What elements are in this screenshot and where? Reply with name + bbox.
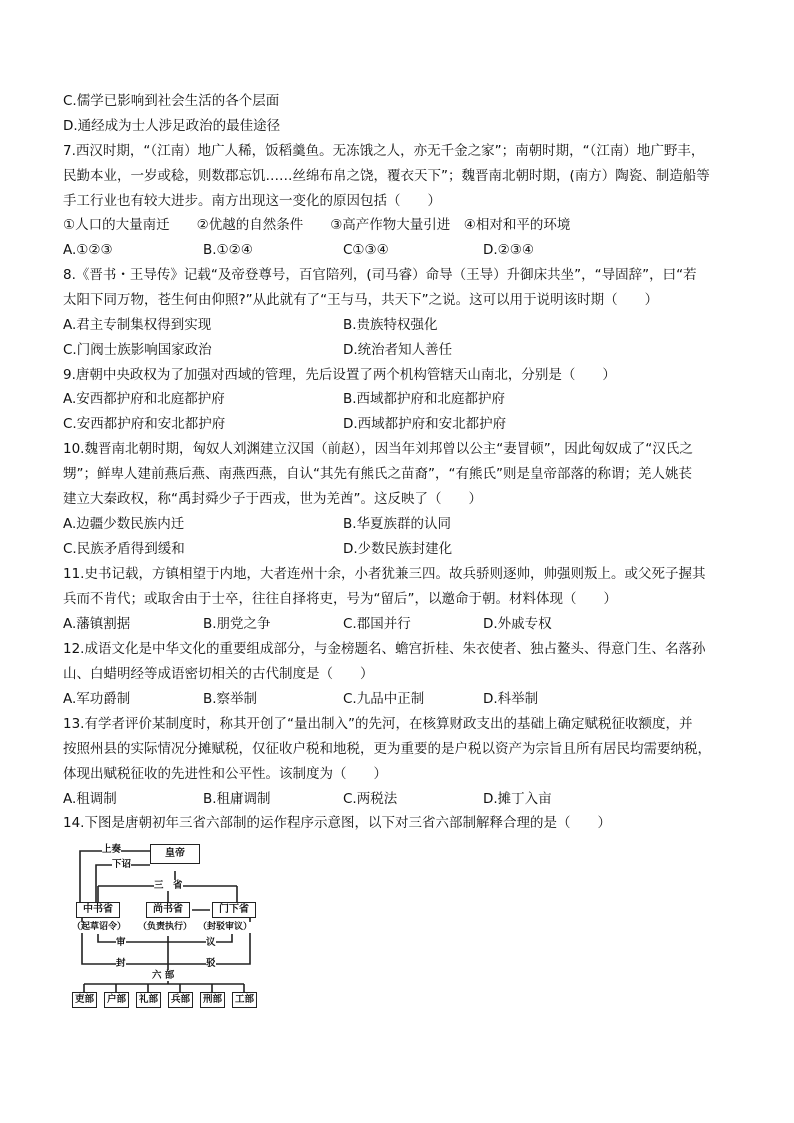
q7-option-c: C①③④ — [343, 242, 389, 258]
q13-option-b: B.租庸调制 — [203, 791, 271, 807]
q8-option-d: D.统治者知人善任 — [343, 342, 453, 358]
emperor-box: 皇帝 — [150, 844, 200, 864]
report-label: 上奏 — [102, 844, 122, 855]
q8-option-c: C.门阀士族影响国家政治 — [63, 342, 212, 358]
q11-option-d: D.外戚专权 — [483, 616, 552, 632]
q8-option-b: B.贵族特权强化 — [343, 317, 438, 333]
review-label-yi: 议 — [206, 937, 216, 948]
q12-stem-1: 12.成语文化是中华文化的重要组成部分，与金榜题名、蟾宫折桂、朱衣使者、独占鳌头、得意门生、名落孙 — [63, 641, 706, 657]
q6-option-d: D.通经成为士人涉足政治的最佳途径 — [63, 118, 281, 134]
q10-option-b: B.华夏族群的认同 — [343, 516, 452, 532]
ministry-rites: 礼部 — [136, 992, 161, 1008]
issue-decree-label: 下诏 — [112, 859, 132, 870]
menxia-role: （封驳审议） — [198, 922, 253, 932]
q9-option-c: C.安西都护府和安北都护府 — [63, 416, 226, 432]
q10-option-a: A.边疆少数民族内迁 — [63, 516, 185, 532]
q10-stem-1: 10.魏晋南北朝时期，匈奴人刘渊建立汉国（前赵），因当年刘邦曾以公主“妻冒顿”，因此匈奴成了“汉氏之 — [63, 441, 693, 457]
q12-option-b: B.察举制 — [203, 691, 258, 707]
ministry-personnel: 吏部 — [72, 992, 97, 1008]
q13-option-d: D.摊丁入亩 — [483, 791, 552, 807]
q12-stem-2: 山、白蜡明经等成语密切相关的古代制度是（ ） — [63, 666, 374, 682]
q13-stem-1: 13.有学者评价某制度时，称其开创了“量出制入”的先河，在核算财政支出的基础上确定赋税征收额度，并 — [63, 716, 693, 732]
three-departments-six-ministries-diagram — [72, 844, 258, 1010]
ministry-revenue: 户部 — [104, 992, 129, 1008]
veto-label-bo: 驳 — [206, 958, 216, 969]
review-label-shen: 审 — [116, 937, 126, 948]
q10-stem-3: 建立大秦政权，称“禹封舜少子于西戎，世为羌酋”。这反映了（ ） — [63, 491, 482, 507]
menxia-box: 门下省 — [212, 902, 256, 918]
shangshu-role: （负责执行） — [138, 922, 193, 932]
q6-option-c: C.儒学已影响到社会生活的各个层面 — [63, 93, 280, 109]
q11-option-a: A.藩镇割据 — [63, 616, 131, 632]
q7-option-d: D.②③④ — [483, 242, 534, 258]
ministry-war: 兵部 — [168, 992, 193, 1008]
q12-option-c: C.九品中正制 — [343, 691, 425, 707]
q7-stem-1: 7.西汉时期，“（江南）地广人稀，饭稻羹鱼。无冻饿之人，亦无千金之家”；南朝时期，“（江南）地广野丰， — [63, 143, 705, 159]
q14-stem: 14.下图是唐朝初年三省六部制的运作程序示意图，以下对三省六部制解释合理的是（ ） — [63, 815, 611, 831]
q13-stem-3: 体现出赋税征收的先进性和公平性。该制度为（ ） — [63, 766, 387, 782]
q10-option-d: D.少数民族封建化 — [343, 541, 453, 557]
ministry-works: 工部 — [232, 992, 257, 1008]
shangshu-box: 尚书省 — [146, 902, 190, 918]
q8-stem-1: 8.《晋书・王导传》记载“及帝登尊号，百官陪列，(司马睿）命导（王导）升御床共坐”，“导固辞”，曰“若 — [63, 267, 697, 283]
zhongshu-box: 中书省 — [76, 902, 120, 918]
q12-option-d: D.科举制 — [483, 691, 539, 707]
q9-option-d: D.西域都护府和安北都护府 — [343, 416, 507, 432]
q11-option-c: C.郡国并行 — [343, 616, 411, 632]
q7-items: ①人口的大量南迁 ②优越的自然条件 ③高产作物大量引进 ④相对和平的环境 — [63, 217, 571, 233]
q13-option-a: A.租调制 — [63, 791, 117, 807]
three-departments-label: 三 省 — [154, 880, 183, 891]
veto-label-feng: 封 — [116, 958, 126, 969]
q8-stem-2: 太阳下同万物，苍生何由仰照?”从此就有了“王与马，共天下”之说。这可以用于说明该时期（ ） — [63, 292, 659, 308]
six-ministries-label: 六 部 — [152, 970, 175, 981]
q8-option-a: A.君主专制集权得到实现 — [63, 317, 212, 333]
q7-stem-2: 民勤本业，一岁或稔，则数郡忘饥……丝绵布帛之饶，覆衣天下”；魏晋南北朝时期，(南方）陶瓷、制造船等 — [63, 168, 710, 184]
q11-stem-1: 11.史书记载，方镇相望于内地，大者连州十余，小者犹兼三四。故兵骄则逐帅，帅强则叛上。或父死子握其 — [63, 566, 706, 582]
q7-stem-3: 手工行业也有较大进步。南方出现这一变化的原因包括（ ） — [63, 193, 441, 209]
q10-option-c: C.民族矛盾得到缓和 — [63, 541, 185, 557]
q9-stem: 9.唐朝中央政权为了加强对西域的管理，先后设置了两个机构管辖天山南北，分别是（ ） — [63, 367, 616, 383]
zhongshu-role: （起草诏令） — [72, 922, 127, 932]
q10-stem-2: 甥”；鲜卑人建前燕后燕、南燕西燕，自认“其先有熊氏之苗裔”，“有熊氏”则是皇帝部落的称谓；羌人姚苌 — [63, 466, 692, 482]
q9-option-b: B.西域都护府和北庭都护府 — [343, 391, 506, 407]
ministry-justice: 刑部 — [200, 992, 225, 1008]
q7-option-a: A.①②③ — [63, 242, 113, 258]
q11-option-b: B.朋党之争 — [203, 616, 271, 632]
q7-option-b: B.①②④ — [203, 242, 253, 258]
q11-stem-2: 兵而不肯代；或取舍由于士卒，往往自择将吏，号为“留后”，以邀命于朝。材料体现（ ） — [63, 591, 617, 607]
q9-option-a: A.安西都护府和北庭都护府 — [63, 391, 225, 407]
q13-option-c: C.两税法 — [343, 791, 398, 807]
q13-stem-2: 按照州县的实际情况分摊赋税，仅征收户税和地税，更为重要的是户税以资产为宗旨且所有居民均需要纳税， — [63, 741, 711, 757]
q12-option-a: A.军功爵制 — [63, 691, 131, 707]
